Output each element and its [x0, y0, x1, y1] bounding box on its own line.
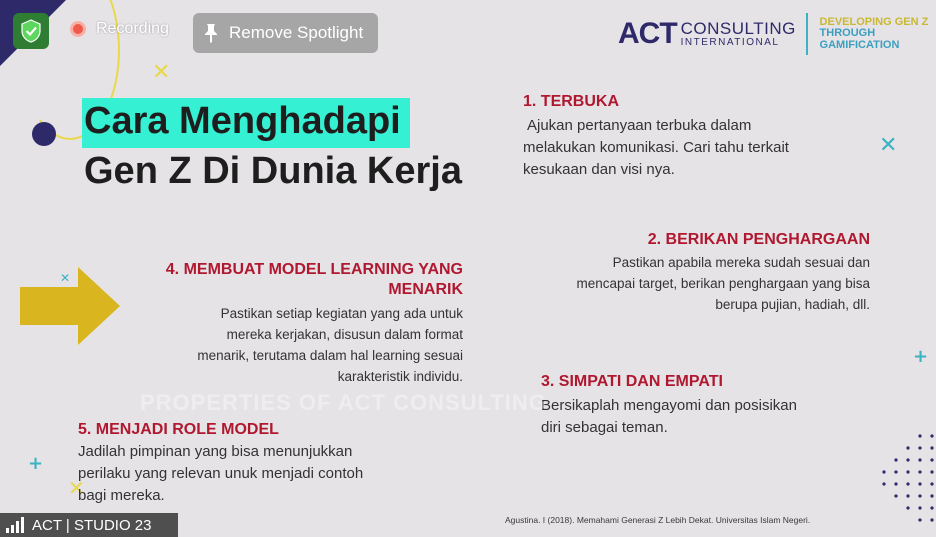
- point-4-line: karakteristik individu.: [337, 369, 463, 384]
- participant-name: ACT | STUDIO 23: [32, 516, 152, 534]
- point-4-heading-line-1: 4. MEMBUAT MODEL LEARNING YANG: [165, 261, 463, 278]
- logo-divider: [806, 13, 808, 55]
- watermark: PROPERTIES OF ACT CONSULTING: [140, 390, 547, 415]
- x-mark-icon: ✕: [879, 133, 898, 158]
- point-4-heading-line-2: MENARIK: [388, 281, 463, 298]
- remove-spotlight-label: Remove Spotlight: [229, 23, 364, 42]
- point-1-line: Ajukan pertanyaan terbuka dalam: [527, 117, 752, 134]
- point-4-line: menarik, terutama dalam hal learning sesuai: [197, 348, 463, 363]
- logo-international-line: INTERNATIONAL: [680, 37, 780, 48]
- tagline-line-1: DEVELOPING GEN Z: [819, 15, 929, 28]
- security-shield-button[interactable]: [13, 13, 49, 49]
- x-mark-icon: ✕: [152, 60, 171, 85]
- act-consulting-logo: [618, 14, 936, 54]
- pin-icon: [203, 23, 219, 43]
- point-5-line: perilaku yang relevan unuk menjadi contoh: [78, 465, 364, 482]
- signal-bars-icon: [6, 517, 24, 533]
- point-3-heading: 3. SIMPATI DAN EMPATI: [541, 373, 723, 390]
- point-5-heading: 5. MENJADI ROLE MODEL: [78, 421, 279, 438]
- point-1-line: melakukan komunikasi. Cari tahu terkait: [523, 139, 789, 156]
- logo-tagline: [820, 17, 936, 52]
- recording-label: Recording: [96, 20, 169, 37]
- point-3-line: diri sebagai teman.: [541, 419, 668, 436]
- point-5-line: Jadilah pimpinan yang bisa menunjukkan: [78, 443, 353, 460]
- slide-title-line-2: Gen Z Di Dunia Kerja: [84, 150, 462, 192]
- plus-icon: +: [28, 453, 44, 474]
- point-2-line: Pastikan apabila mereka sudah sesuai dan: [612, 255, 870, 270]
- decorative-dot: [32, 122, 56, 146]
- x-mark-icon: ✕: [60, 271, 71, 285]
- logo-consulting-line: CONSULTING: [680, 19, 796, 38]
- logo-consulting-text: [681, 20, 796, 48]
- slide-title-line-1: Cara Menghadapi: [84, 100, 401, 142]
- citation: Agustina. I (2018). Memahami Generasi Z Lebih Dekat. Universitas Islam Negeri.: [505, 515, 811, 525]
- remove-spotlight-button[interactable]: [193, 13, 378, 53]
- point-2-heading: 2. BERIKAN PENGHARGAAN: [647, 231, 870, 248]
- point-3-body: [541, 395, 861, 439]
- recording-indicator[interactable]: [70, 20, 169, 38]
- point-4-body: [123, 303, 463, 387]
- point-5-line: bagi mereka.: [78, 487, 165, 504]
- x-mark-icon: ✕: [68, 476, 85, 500]
- point-1-line: kesukaan dan visi nya.: [523, 161, 675, 178]
- shield-icon: [20, 19, 42, 43]
- point-1-heading: 1. TERBUKA: [523, 93, 620, 110]
- point-4-line: Pastikan setiap kegiatan yang ada untuk: [220, 306, 463, 321]
- participant-name-tag: [0, 513, 178, 537]
- point-2-body: [510, 252, 870, 315]
- record-dot-icon: [70, 21, 86, 37]
- point-5-body: [78, 441, 438, 507]
- tagline-line-2: THROUGH GAMIFICATION: [819, 27, 900, 51]
- point-2-line: berupa pujian, hadiah, dll.: [715, 297, 870, 312]
- point-2-line: mencapai target, berikan penghargaan yang bisa: [576, 276, 870, 291]
- dot-grid-decoration: [878, 430, 936, 530]
- point-4-heading: [166, 261, 463, 299]
- point-3-line: Bersikaplah mengayomi dan posisikan: [541, 397, 797, 414]
- plus-icon: +: [913, 346, 929, 367]
- logo-act-text: ACT: [618, 17, 677, 50]
- right-arrow-icon: [20, 267, 120, 345]
- point-1-body: [523, 115, 863, 181]
- point-4-line: mereka kerjakan, disusun dalam format: [226, 327, 463, 342]
